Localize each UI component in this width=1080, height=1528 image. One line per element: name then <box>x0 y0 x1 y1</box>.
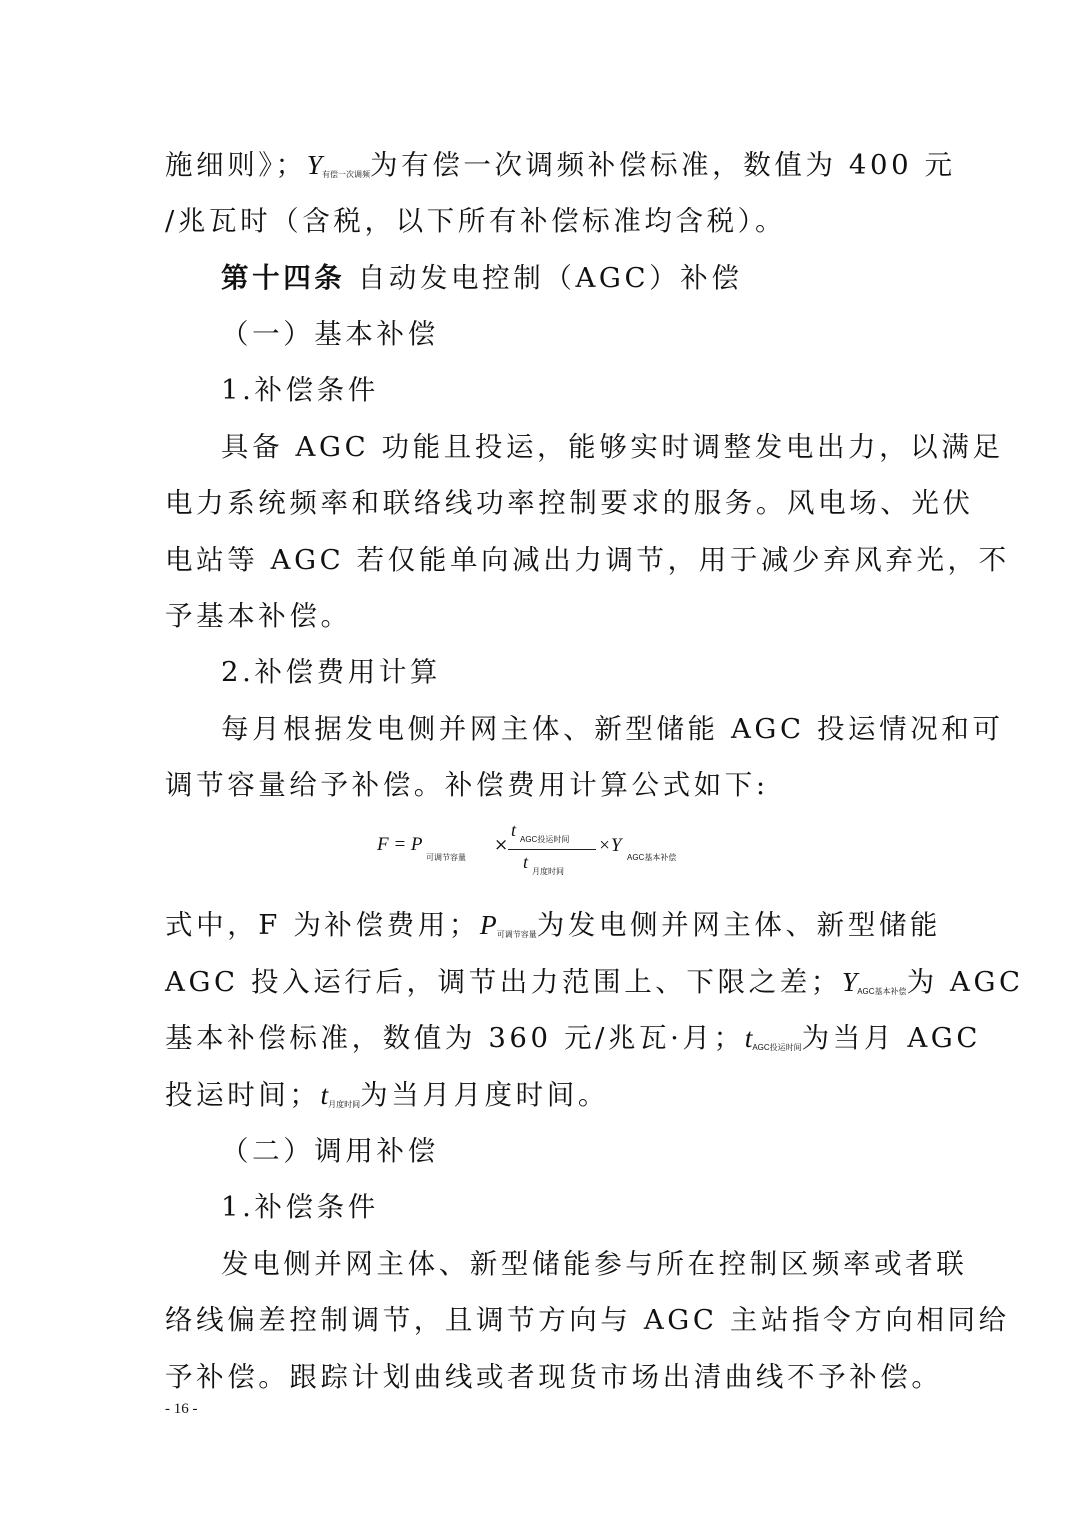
paragraph-line: 调节容量给予补偿。补偿费用计算公式如下: <box>165 769 769 801</box>
symbol-subscript: AGC投运时间 <box>752 1043 802 1052</box>
paragraph-line <box>165 1075 915 1125</box>
symbol: t <box>744 1022 753 1053</box>
paragraph-line: 予补偿。跟踪计划曲线或者现货市场出清曲线不予补偿。 <box>165 1361 943 1393</box>
formula-subscript: 可调节容量 <box>426 853 466 862</box>
paragraph-line: 电力系统频率和联络线功率控制要求的服务。风电场、光伏 <box>165 487 974 519</box>
article-heading <box>221 258 915 298</box>
formula-subscript: AGC投运时间 <box>520 835 570 844</box>
formula-term: ×Y <box>598 835 622 856</box>
formula-subscript: 月度时间 <box>532 867 564 876</box>
paragraph-line <box>165 145 956 195</box>
article-title: 自动发电控制（AGC）补偿 <box>357 262 743 294</box>
paragraph-line <box>165 1018 981 1068</box>
text-run: 施细则》； <box>165 149 307 181</box>
symbol-subscript: 月度时间 <box>328 1100 361 1109</box>
section-heading: （一）基本补偿 <box>221 318 439 350</box>
paragraph-line: 发电侧并网主体、新型储能参与所在控制区频率或者联 <box>221 1248 968 1280</box>
paragraph-line: 络线偏差控制调节，且调节方向与 AGC 主站指令方向相同给 <box>165 1304 1010 1336</box>
paragraph-line <box>165 962 1024 1012</box>
text-run: 为 AGC <box>906 966 1024 998</box>
paragraph-line: 每月根据发电侧并网主体、新型储能 AGC 投运情况和可 <box>221 713 1004 745</box>
text-run: 为有偿一次调频补偿标准，数值为 400 元 <box>370 149 956 181</box>
paragraph-line <box>165 905 942 955</box>
symbol: Y <box>306 149 323 180</box>
subsection-heading: 1.补偿条件 <box>221 374 379 406</box>
symbol-subscript: 可调节容量 <box>496 930 537 939</box>
paragraph-line: 予基本补偿。 <box>165 600 352 632</box>
times-symbol: × <box>494 835 509 855</box>
text-run: 为当月月度时间。 <box>360 1079 609 1111</box>
formula-subscript: AGC基本补偿 <box>627 853 677 862</box>
text-run: 投运时间； <box>165 1079 321 1111</box>
text-run: AGC 投入运行后，调节出力范围上、下限之差； <box>165 966 842 998</box>
formula-lhs: F = P <box>377 834 423 855</box>
paragraph-line: /兆瓦时（含税，以下所有补偿标准均含税）。 <box>165 205 787 237</box>
subsection-heading: 2.补偿费用计算 <box>221 656 442 688</box>
section-heading: （二）调用补偿 <box>221 1135 439 1167</box>
paragraph-line: 电站等 AGC 若仅能单向减出力调节，用于减少弃风弃光，不 <box>165 544 1010 576</box>
paragraph-line: 具备 AGC 功能且投运，能够实时调整发电出力，以满足 <box>221 431 1004 463</box>
page-number: - 16 - <box>165 1401 198 1417</box>
text-run: 基本补偿标准，数值为 360 元/兆瓦·月； <box>165 1022 745 1054</box>
symbol-subscript: 有偿一次调频 <box>322 170 371 179</box>
text-run: 式中，F 为补偿费用； <box>165 909 480 941</box>
formula-denominator: t <box>523 852 529 872</box>
fraction-bar <box>508 849 596 850</box>
subsection-heading: 1.补偿条件 <box>221 1191 379 1223</box>
symbol: P <box>479 909 497 940</box>
article-label: 第十四条 <box>221 262 346 294</box>
text-run: 为发电侧并网主体、新型储能 <box>536 909 942 941</box>
formula-numerator: t <box>511 820 517 840</box>
symbol: t <box>320 1079 329 1110</box>
symbol: Y <box>841 966 858 997</box>
text-run: 为当月 AGC <box>801 1022 981 1054</box>
symbol-subscript: AGC基本补偿 <box>857 987 907 996</box>
